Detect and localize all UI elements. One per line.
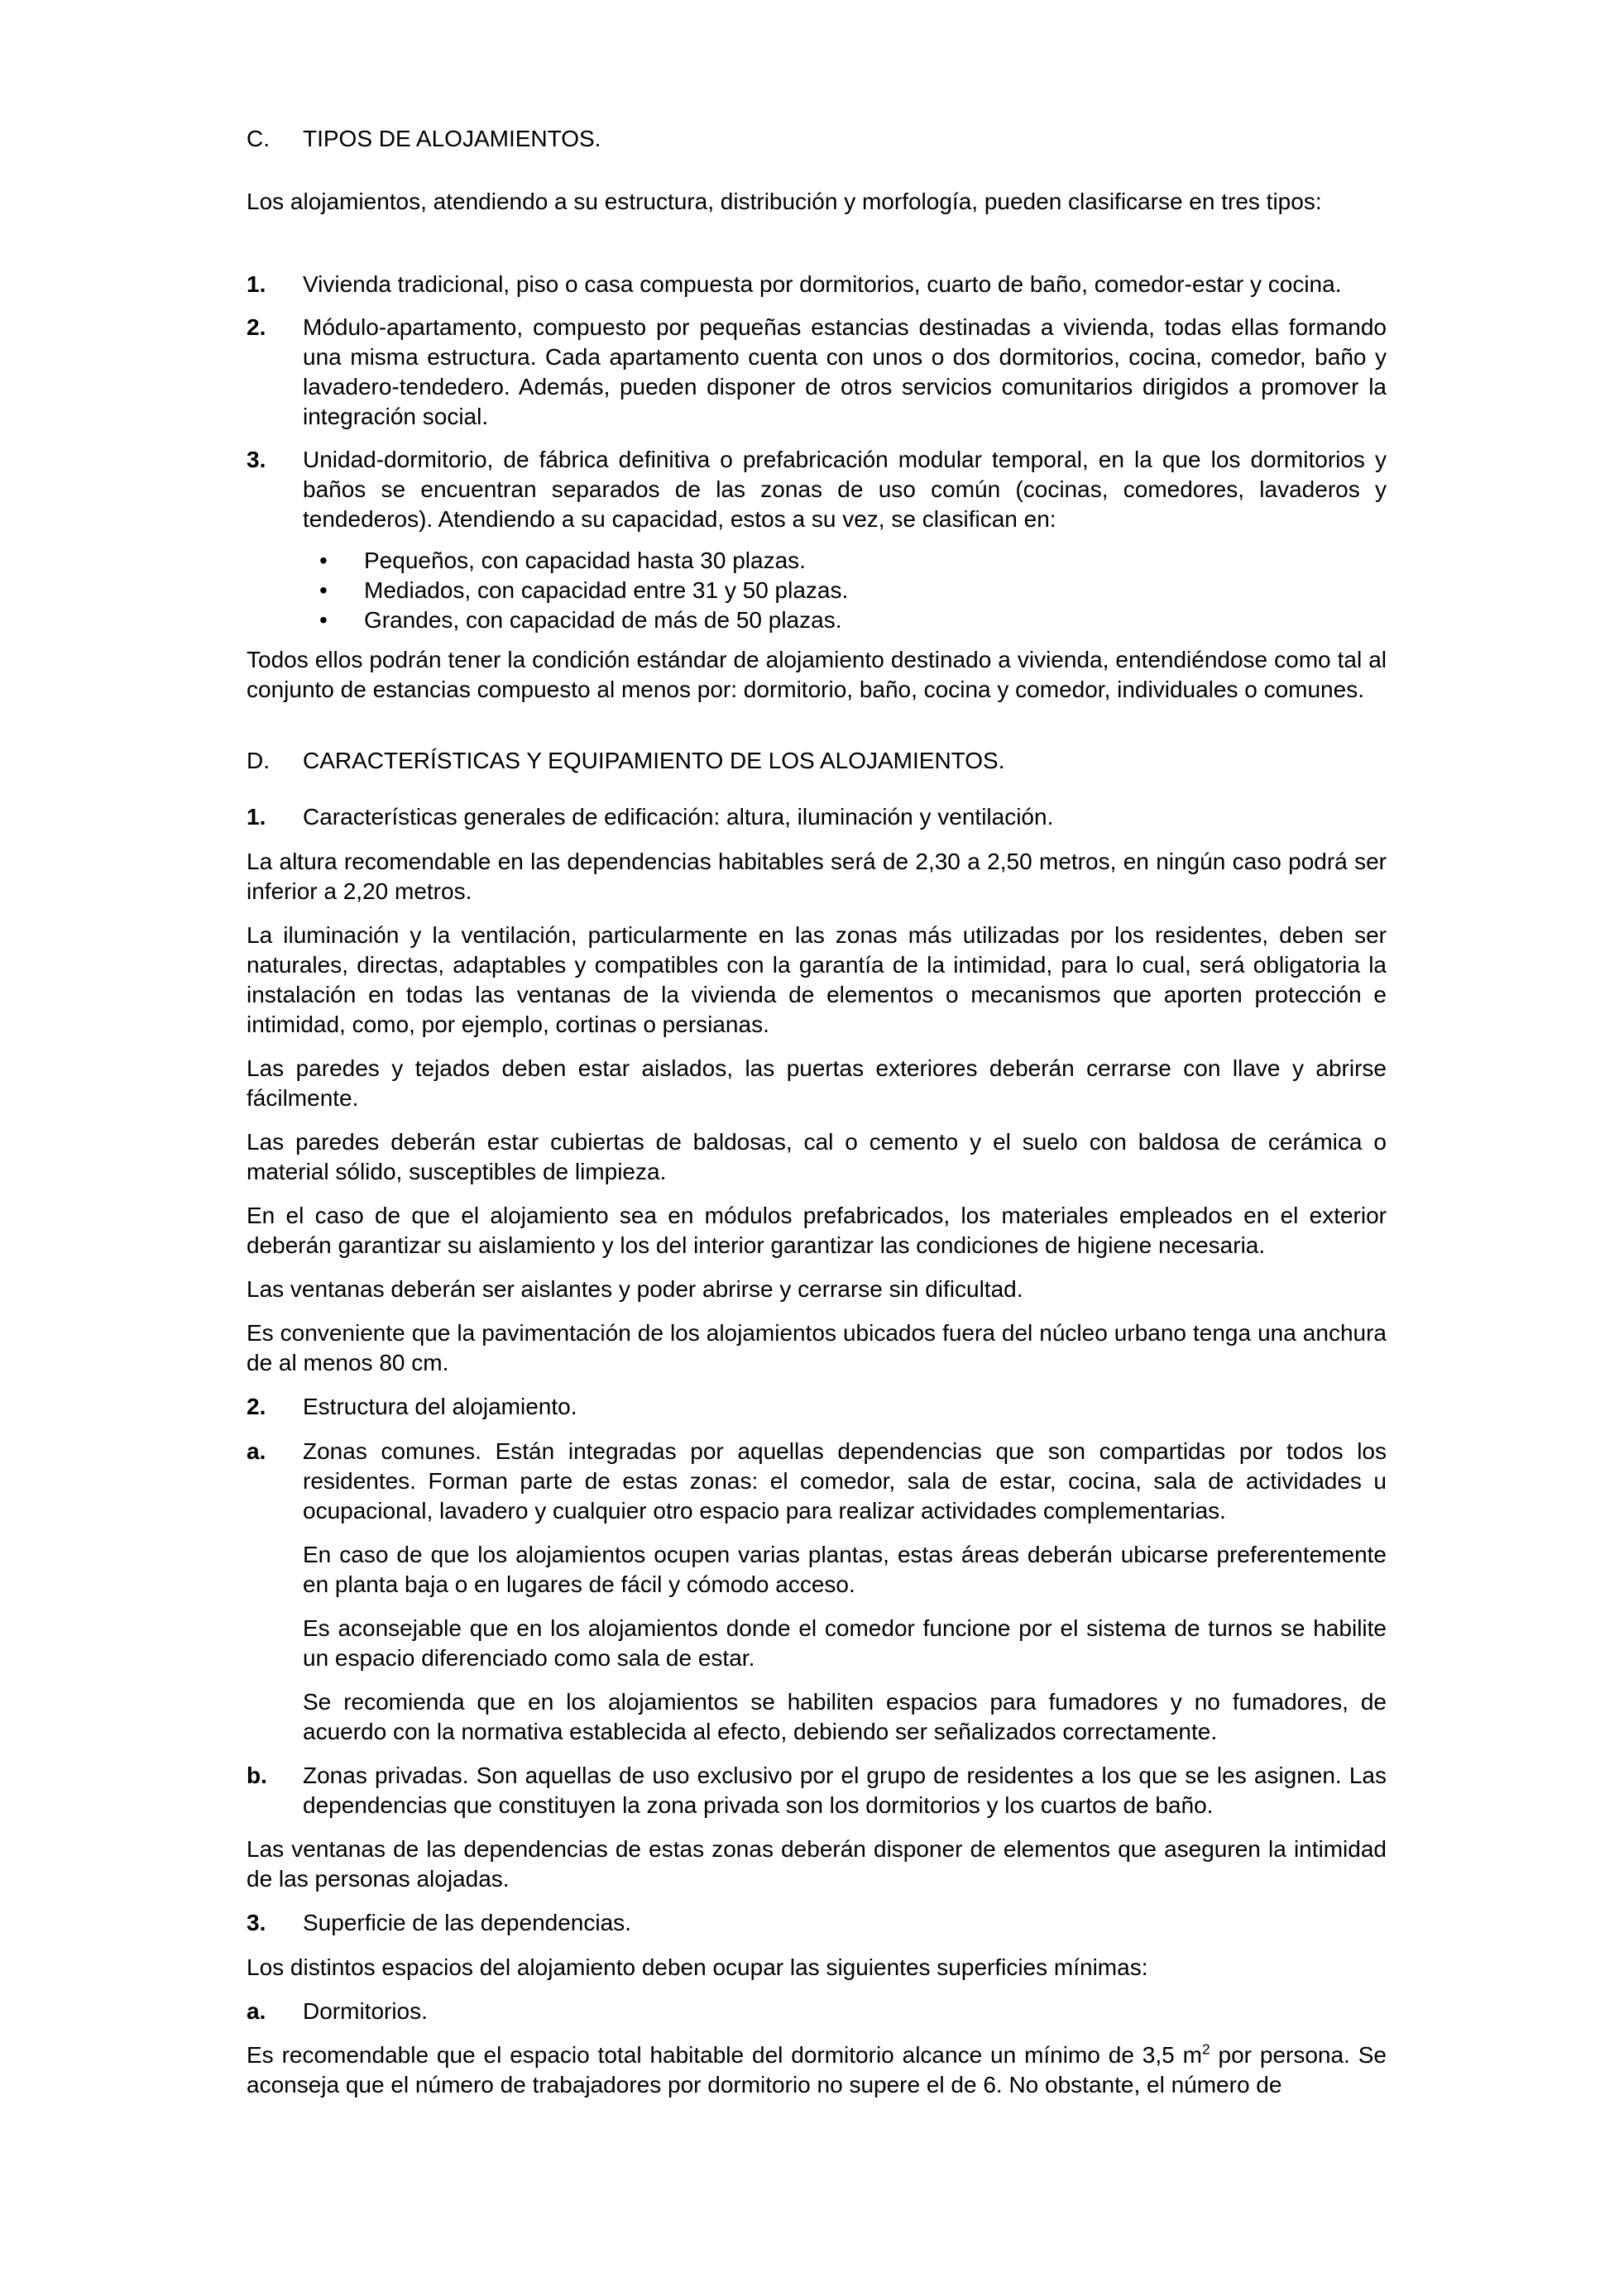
paragraph-paredes-baldosas: Las paredes deberán estar cubiertas de baldosas, cal o cemento y el suelo con baldosa de cerámica o material sólido, susceptibles de limpieza. [247,1129,1387,1184]
section-c-intro-paragraph: Los alojamientos, atendiendo a su estructura, distribución y morfología, pueden clasificarse en tres tipos: [247,189,1322,214]
subsection-1-title: Características generales de edificación: altura, iluminación y ventilación. [303,804,1054,830]
bullet-item-large-text: Grandes, con capacidad de más de 50 plazas. [364,607,842,633]
sub-paragraph-fumadores: Se recomienda que en los alojamientos se habiliten espacios para fumadores y no fumadores, de acuerdo con la normativa establecida al efecto, debiendo ser señalizados correctamente. [303,1689,1387,1744]
dormitorios-paragraph [247,2040,1387,2100]
bullet-item-large [247,605,1387,635]
bullet-icon: • [319,577,328,603]
numbered-item-2-text: Módulo-apartamento, compuesto por pequeñas estancias destinadas a vivienda, todas ellas formando una misma estructura. Cada apartamento cuenta con unos o dos dormitorios, cocina, comedor, baño y lavadero-tendedero. Además, pueden disponer de otros servicios comunitarios dirigidos a promover la integración social. [303,314,1387,429]
subsection-2-heading [247,1392,1387,1422]
bullet-icon: • [319,607,328,633]
sub-paragraph-varias-plantas: En caso de que los alojamientos ocupen varias plantas, estas áreas deberán ubicarse preferentemente en planta baja o en lugares de fácil y cómodo acceso. [303,1542,1387,1597]
lettered-item-a-dormitorios [247,1997,1387,2026]
paragraph-modulos-prefabricados: En el caso de que el alojamiento sea en módulos prefabricados, los materiales empleados en el exterior deberán garantizar su aislamiento y los del interior garantizar las condiciones de higiene necesaria. [247,1203,1387,1258]
paragraph-iluminacion: La iluminación y la ventilación, particularmente en las zonas más utilizadas por los residentes, deben ser naturales, directas, adaptables y compatibles con la garantía de la intimidad, para lo cual, será obligatoria la instalación en todas las ventanas de la vivienda de elementos o mecanismos que aporten protección e intimidad, como, por ejemplo, cortinas o persianas. [247,922,1387,1037]
subsection-3-label: 3. [247,1910,266,1935]
subsection-2-label: 2. [247,1394,266,1419]
dormitorios-text-after-sup: por persona. Se aconseja que el número de trabajadores por dormitorio no supere el de 6. No obstante, el número de [247,2042,1387,2097]
capacity-bullet-list [247,546,1387,635]
section-d-label: D. [247,748,270,773]
section-c-label: C. [247,126,270,151]
subsection-1-heading [247,802,1387,832]
bullet-item-small-text: Pequeños, con capacidad hasta 30 plazas. [364,548,806,573]
section-d-title: CARACTERÍSTICAS Y EQUIPAMIENTO DE LOS ALOJAMIENTOS. [303,748,1005,773]
paragraph-paredes-tejados: Las paredes y tejados deben estar aislados, las puertas exteriores deberán cerrarse con llave y abrirse fácilmente. [247,1055,1387,1111]
sub-paragraph-comedor-turnos: Es aconsejable que en los alojamientos donde el comedor funcione por el sistema de turnos se habilite un espacio diferenciado como sala de estar. [303,1615,1387,1671]
numbered-item-1 [247,270,1387,299]
numbered-item-2-label: 2. [247,314,266,340]
lettered-item-b-zonas-privadas [247,1761,1387,1820]
subsection-1-label: 1. [247,804,266,830]
bullet-item-medium-text: Mediados, con capacidad entre 31 y 50 plazas. [364,577,849,603]
numbered-item-2 [247,313,1387,432]
numbered-item-1-label: 1. [247,271,266,297]
superficies-intro-paragraph: Los distintos espacios del alojamiento deben ocupar las siguientes superficies mínimas: [247,1954,1148,1980]
lettered-item-a-text: Zonas comunes. Están integradas por aquellas dependencias que son compartidas por todos los residentes. Forman parte de estas zonas: el comedor, sala de estar, cocina, sala de actividades u ocupacional, lavadero y cualquier otro espacio para realizar actividades complementarias. [303,1438,1387,1523]
lettered-item-a-zonas-comunes [247,1437,1387,1526]
paragraph-altura: La altura recomendable en las dependencias habitables será de 2,30 a 2,50 metros, en ningún caso podrá ser inferior a 2,20 metros. [247,849,1387,904]
subsection-2-title: Estructura del alojamiento. [303,1394,577,1419]
bullet-item-small [247,546,1387,576]
lettered-item-a-dormitorios-label: a. [247,1998,266,2024]
bullet-icon: • [319,548,328,573]
document-content [247,124,1387,2114]
section-c-heading [247,124,1387,154]
superscript-2: 2 [1201,2040,1210,2058]
lettered-item-b-label: b. [247,1763,267,1788]
paragraph-ventanas-aislantes: Las ventanas deberán ser aislantes y poder abrirse y cerrarse sin dificultad. [247,1276,1023,1302]
numbered-item-3-label: 3. [247,447,266,472]
numbered-item-1-text: Vivienda tradicional, piso o casa compuesta por dormitorios, cuarto de baño, comedor-estar y cocina. [303,271,1342,297]
numbered-item-3-text: Unidad-dormitorio, de fábrica definitiva o prefabricación modular temporal, en la que los dormitorios y baños se encuentran separados de las zonas de uso común (cocinas, comedores, lavaderos y tendederos). Atendiendo a su capacidad, estos a su vez, se clasifican en: [303,447,1387,532]
section-c-closing-paragraph: Todos ellos podrán tener la condición estándar de alojamiento destinado a vivienda, entendiéndose como tal al conjunto de estancias compuesto al menos por: dormitorio, baño, cocina y comedor, individuales o comunes. [247,647,1387,702]
section-c-title: TIPOS DE ALOJAMIENTOS. [303,126,601,151]
paragraph-pavimentacion: Es conveniente que la pavimentación de los alojamientos ubicados fuera del núcleo urbano tenga una anchura de al menos 80 cm. [247,1320,1387,1375]
bullet-item-medium [247,576,1387,605]
lettered-item-a-label: a. [247,1438,266,1464]
lettered-item-a-dormitorios-text: Dormitorios. [303,1998,428,2024]
paragraph-ventanas-intimidad: Las ventanas de las dependencias de estas zonas deberán disponer de elementos que aseguren la intimidad de las personas alojadas. [247,1836,1387,1892]
dormitorios-text-before-sup: Es recomendable que el espacio total habitable del dormitorio alcance un mínimo de 3,5 m [247,2042,1202,2068]
numbered-item-3 [247,445,1387,534]
subsection-3-heading [247,1908,1387,1938]
subsection-3-title: Superficie de las dependencias. [303,1910,631,1935]
section-d-heading [247,746,1387,776]
lettered-item-b-text: Zonas privadas. Son aquellas de uso exclusivo por el grupo de residentes a los que se les asignen. Las dependencias que constituyen la zona privada son los dormitorios y los cuartos de baño. [303,1763,1387,1818]
